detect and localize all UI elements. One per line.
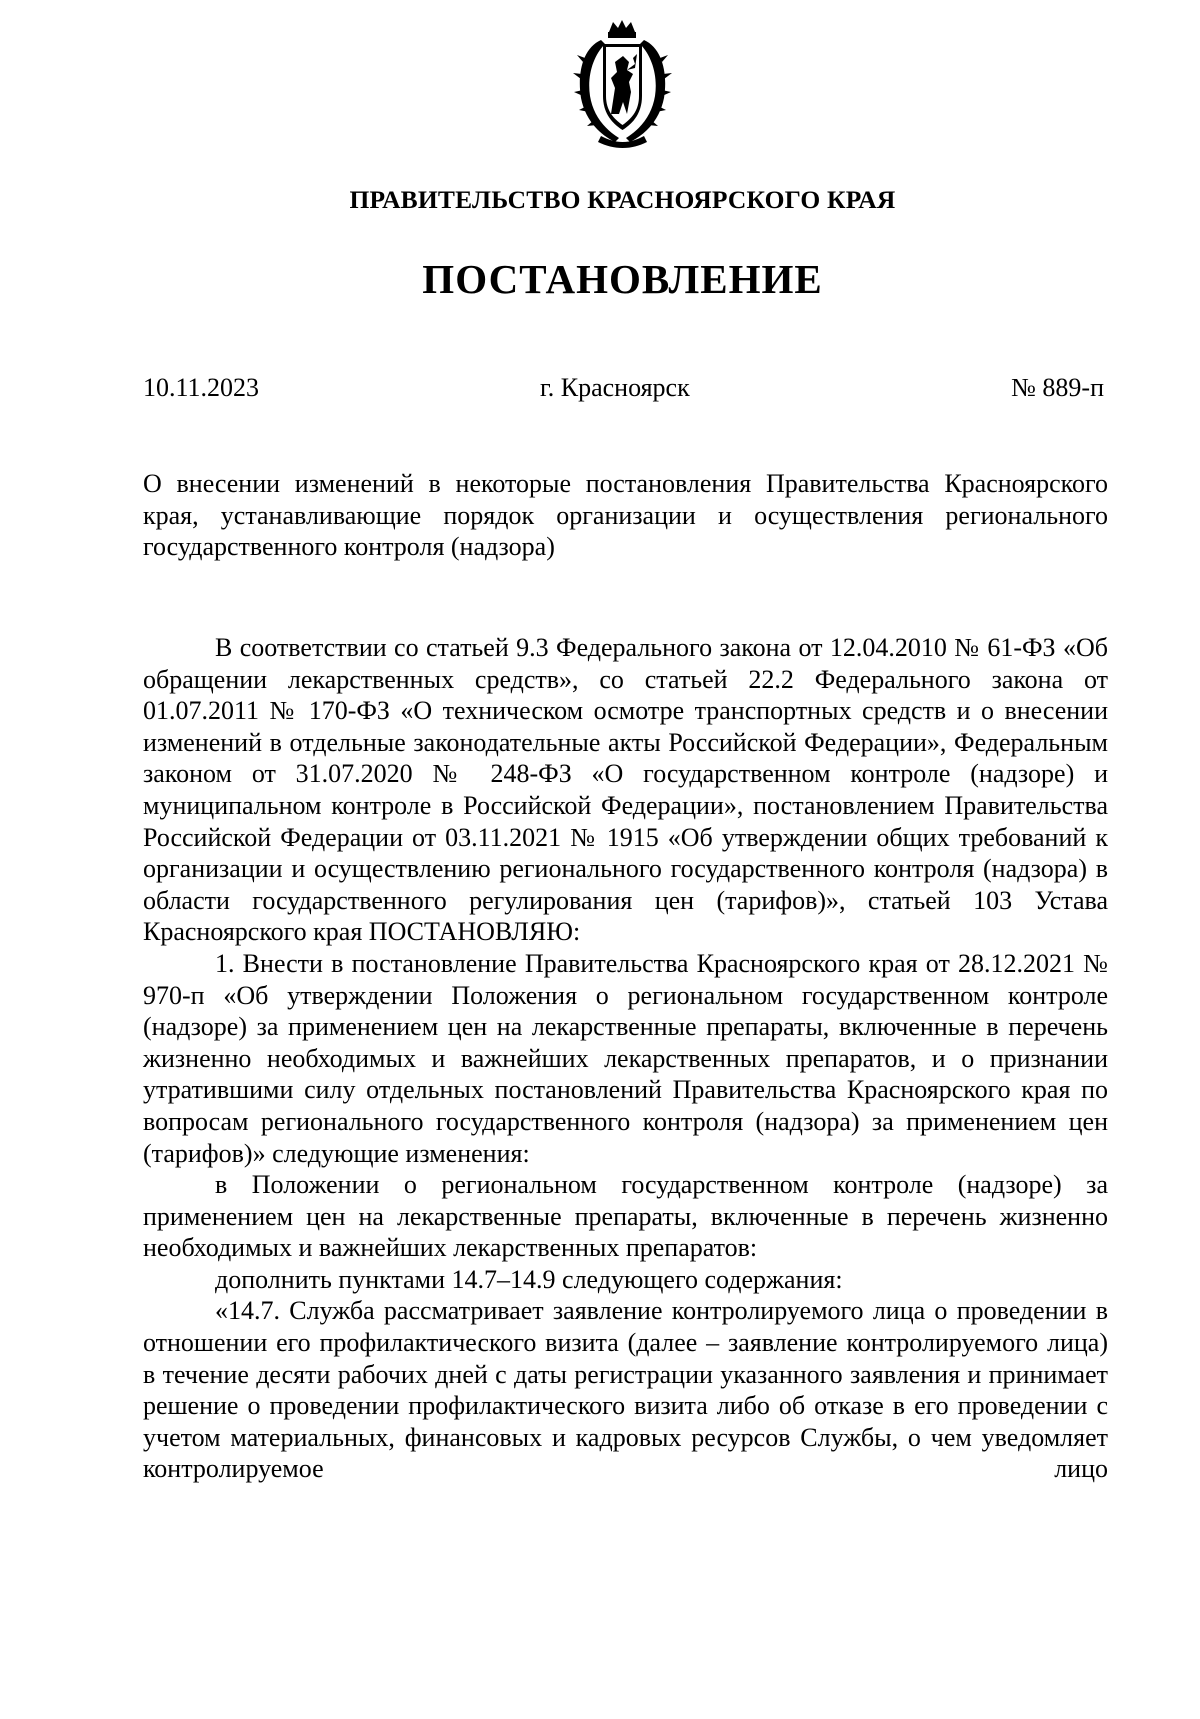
paragraph-regulation: в Положении о региональном государственном контроле (надзоре) за применением цен на лекарственные препараты, включенные в перечень жизненно необходимых и важнейших лекарственных препаратов: (143, 1170, 1108, 1263)
paragraph-item-1: 1. Внести в постановление Правительства Красноярского края от 28.12.2021 № 970-п «Об утверждении Положения о региональном государственном контроле (надзоре) за применением цен на лекарственные препараты, включенные в перечень жизненно необходимых и важнейших лекарственных препаратов, и о признании утратившими силу отдельных постановлений Правительства Красноярского края по вопросам регионального государственного контроля (надзора) за применением цен (тарифов)» следующие изменения: (143, 948, 1108, 1168)
document-subject (143, 468, 1108, 563)
organization-title: ПРАВИТЕЛЬСТВО КРАСНОЯРСКОГО КРАЯ (349, 185, 896, 214)
document-body (143, 632, 1108, 1485)
document-type-title: ПОСТАНОВЛЕНИЕ (422, 256, 823, 302)
paragraph-amend: дополнить пунктами 14.7–14.9 следующего содержания: (215, 1264, 843, 1294)
document-city: г. Красноярск (540, 373, 690, 402)
paragraph-14-7: «14.7. Служба рассматривает заявление контролируемого лица о проведении в отношении его профилактического визита (далее – заявление контролируемого лица) в течение десяти рабочих дней с даты регистрации указанного заявления и принимает решение о проведении профилактического визита либо об отказе в его проведении с учетом материальных, финансовых и кадровых ресурсов Службы, о чем уведомляет контролируемое лицо (143, 1296, 1108, 1484)
document-date: 10.11.2023 (143, 373, 260, 402)
krasnoyarsk-coat-of-arms-icon (571, 18, 674, 152)
subject-text: О внесении изменений в некоторые постановления Правительства Красноярского края, устанавливающие порядок организации и осуществления регионального государственного контроля (надзора) (143, 469, 1108, 562)
document-number: № 889-п (1011, 373, 1104, 402)
paragraph-preamble: В соответствии со статьей 9.3 Федерального закона от 12.04.2010 № 61-ФЗ «Об обращении лекарственных средств», со статьей 22.2 Федерального закона от 01.07.2011 № 170-ФЗ «О техническом осмотре транспортных средств и о внесении изменений в отдельные законодательные акты Российской Федерации», Федеральным законом от 31.07.2020 № 248-ФЗ «О государственном контроле (надзоре) и муниципальном контроле в Российской Федерации», постановлением Правительства Российской Федерации от 03.11.2021 № 1915 «Об утверждении общих требований к организации и осуществлению регионального государственного контроля (надзора) в области государственного регулирования цен (тарифов)», статьей 103 Устава Красноярского края ПОСТАНОВЛЯЮ: (143, 633, 1108, 947)
